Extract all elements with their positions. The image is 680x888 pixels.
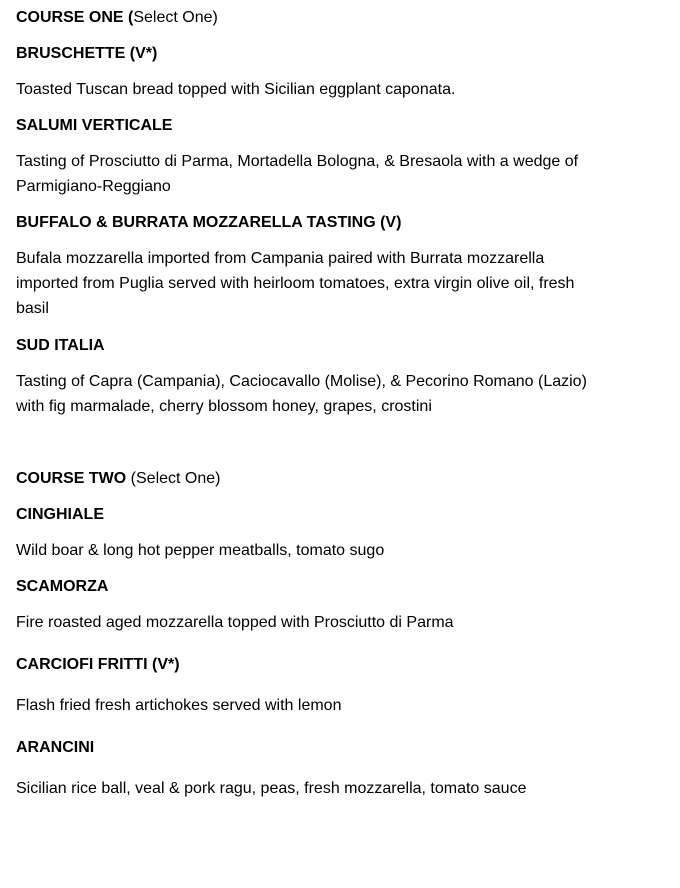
item-buffalo-desc-1: Bufala mozzarella imported from Campania paired with Burrata mozzarella [16,250,545,267]
item-cinghiale-name: CINGHIALE [16,506,104,523]
item-sud-italia-name: SUD ITALIA [16,337,105,354]
item-salumi-desc-1: Tasting of Prosciutto di Parma, Mortadella Bologna, & Bresaola with a wedge of [16,153,579,170]
item-buffalo-desc-2: imported from Puglia served with heirloom tomatoes, extra virgin olive oil, fresh [16,275,575,292]
item-arancini-name: ARANCINI [16,739,95,756]
course-one-select-note: Select One) [133,9,218,26]
item-scamorza-desc: Fire roasted aged mozzarella topped with Prosciutto di Parma [16,614,454,631]
item-sud-italia-desc-2: with fig marmalade, cherry blossom honey, grapes, crostini [16,398,432,415]
course-one-heading [16,6,218,31]
item-arancini-desc: Sicilian rice ball, veal & pork ragu, peas, fresh mozzarella, tomato sauce [16,780,527,797]
item-salumi-name: SALUMI VERTICALE [16,117,173,134]
item-carciofi-name: CARCIOFI FRITTI (V*) [16,656,180,673]
item-buffalo-desc-3: basil [16,300,49,317]
course-one-title: COURSE ONE ( [16,9,134,26]
item-bruschette-name: BRUSCHETTE (V*) [16,45,158,62]
item-carciofi-desc: Flash fried fresh artichokes served with lemon [16,697,342,714]
item-buffalo-name: BUFFALO & BURRATA MOZZARELLA TASTING (V) [16,214,402,231]
item-scamorza-name: SCAMORZA [16,578,109,595]
item-bruschette-desc: Toasted Tuscan bread topped with Sicilian eggplant caponata. [16,81,456,98]
course-two-select-note: (Select One) [126,470,221,487]
item-cinghiale-desc: Wild boar & long hot pepper meatballs, tomato sugo [16,542,385,559]
item-sud-italia-desc-1: Tasting of Capra (Campania), Caciocavallo (Molise), & Pecorino Romano (Lazio) [16,373,587,390]
item-salumi-desc-2: Parmigiano-Reggiano [16,178,171,195]
course-two-heading [16,467,220,492]
course-two-title: COURSE TWO [16,470,127,487]
